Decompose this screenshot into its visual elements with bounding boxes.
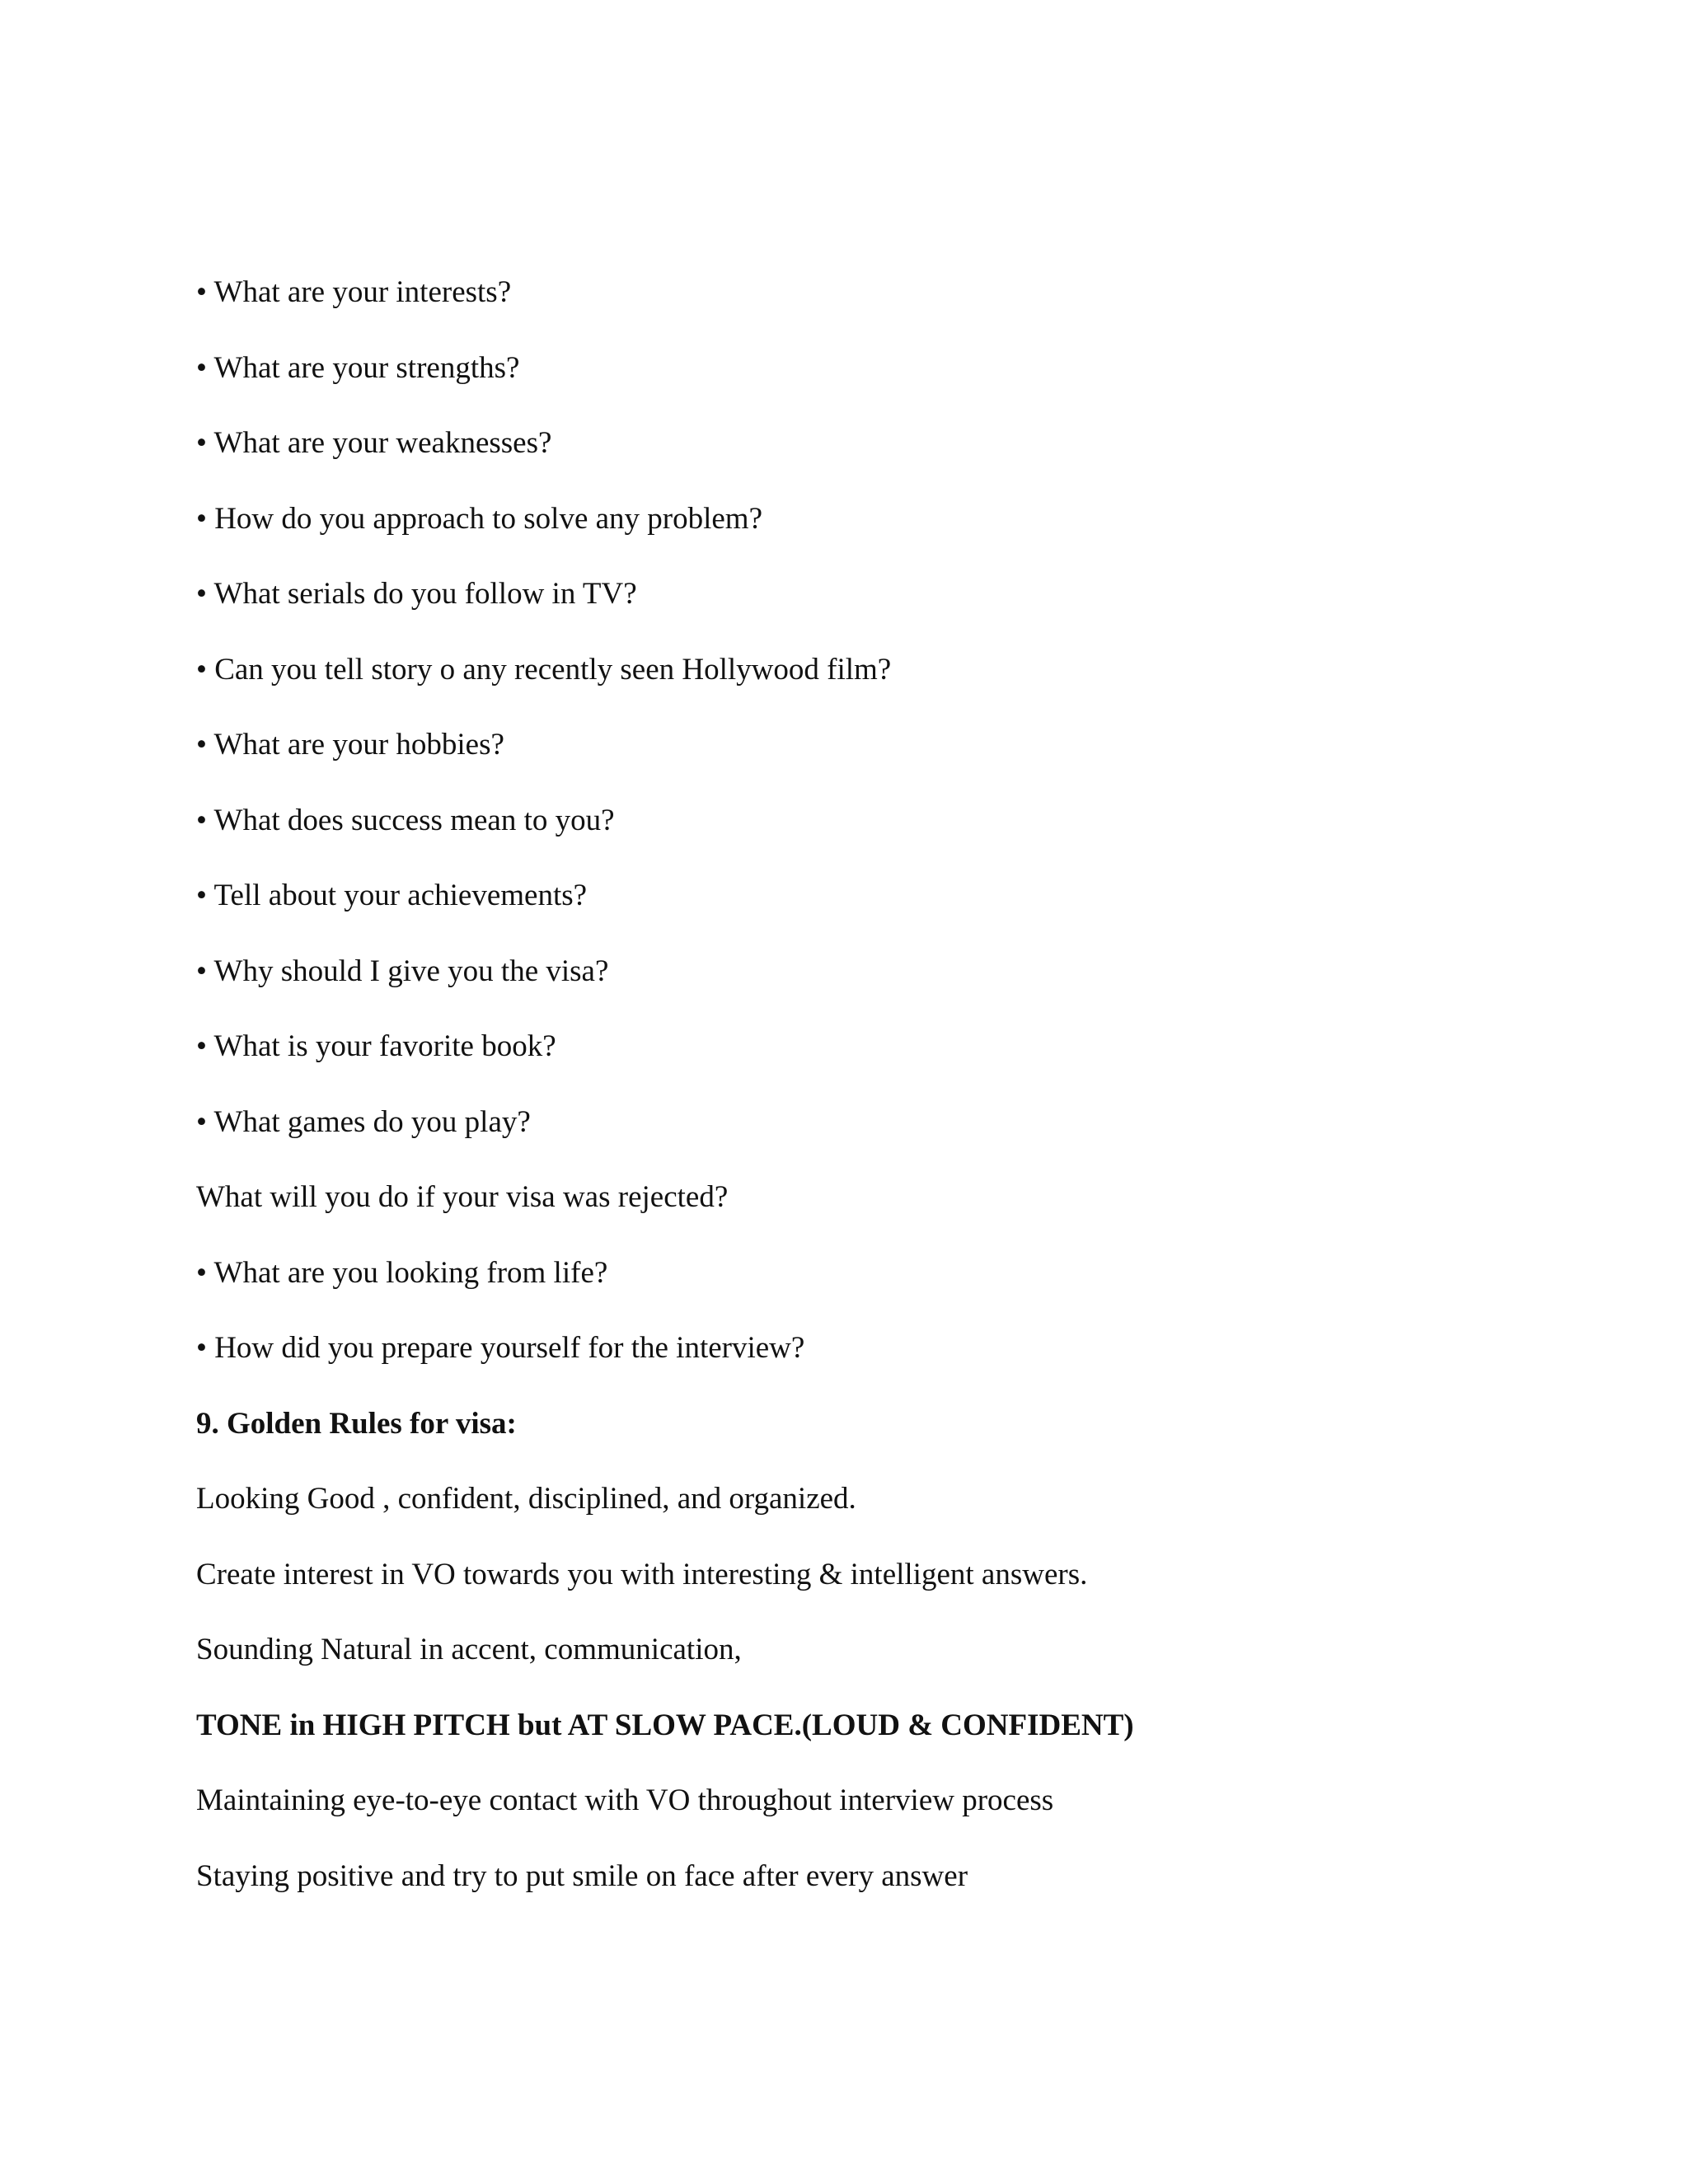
rule-sounding-natural: Sounding Natural in accent, communication,: [196, 1633, 742, 1666]
question-tv-serials: • What serials do you follow in TV?: [196, 577, 637, 611]
rule-staying-positive: Staying positive and try to put smile on face after every answer: [196, 1858, 968, 1893]
question-looking-from-life: • What are you looking from life?: [196, 1255, 608, 1290]
question-favorite-book: • What is your favorite book?: [196, 1029, 556, 1063]
question-hollywood-film: • Can you tell story o any recently seen Hollywood film?: [196, 652, 892, 687]
question-achievements: • Tell about your achievements?: [196, 879, 588, 912]
question-interview-preparation: • How did you prepare yourself for the interview?: [196, 1331, 805, 1365]
question-success: • What does success mean to you?: [196, 803, 615, 837]
rule-eye-contact: Maintaining eye-to-eye contact with VO throughout interview process: [196, 1783, 1054, 1817]
question-strengths: • What are your strengths?: [196, 350, 520, 385]
rule-create-interest: Create interest in VO towards you with interesting & intelligent answers.: [196, 1557, 1088, 1591]
rule-tone: TONE in HIGH PITCH but AT SLOW PACE.(LOUD & CONFIDENT): [196, 1708, 1134, 1742]
section-heading-golden-rules: 9. Golden Rules for visa:: [196, 1406, 517, 1441]
question-why-visa: • Why should I give you the visa?: [196, 954, 609, 988]
question-interests: • What are your interests?: [196, 275, 512, 309]
text-body: [196, 268, 1597, 1927]
rule-looking-good: Looking Good , confident, disciplined, and organized.: [196, 1482, 856, 1516]
question-problem-solving: • How do you approach to solve any problem?: [196, 501, 763, 536]
question-weaknesses: • What are your weaknesses?: [196, 426, 552, 460]
question-hobbies: • What are your hobbies?: [196, 728, 504, 762]
question-games: • What games do you play?: [196, 1104, 531, 1139]
question-visa-rejected: What will you do if your visa was rejected?: [196, 1180, 729, 1214]
